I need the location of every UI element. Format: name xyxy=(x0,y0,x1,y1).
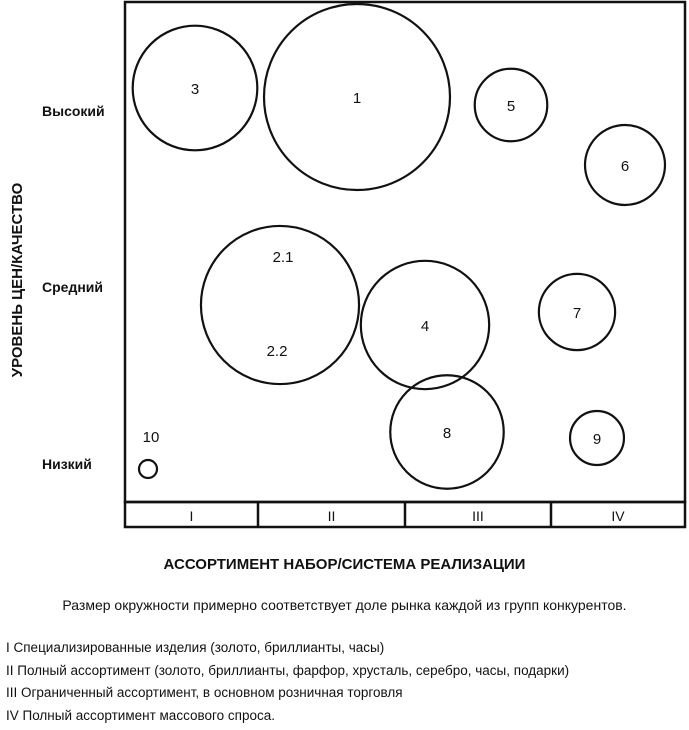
segment-label-ii: II xyxy=(327,508,336,524)
bubble-label: 6 xyxy=(620,158,630,175)
bubble-label: 3 xyxy=(190,81,200,98)
bubble-label: 8 xyxy=(442,425,452,442)
legend-item-ii: II Полный ассортимент (золото, бриллианты, фарфор, хрусталь, серебро, часы, подарки) xyxy=(6,662,570,678)
bubble-10 xyxy=(139,460,157,478)
segment-label-iii: III xyxy=(472,508,484,524)
bubble-label: 9 xyxy=(592,431,602,448)
y-level-low: Низкий xyxy=(42,456,92,472)
size-note: Размер окружности примерно соответствует доле рынка каждой из групп конкурентов. xyxy=(62,597,627,613)
segment-label-iv: IV xyxy=(611,508,625,524)
bubble-label: 7 xyxy=(572,305,582,322)
y-level-high: Высокий xyxy=(42,103,105,119)
segment-legend xyxy=(6,637,569,727)
bubble-label: 2.1 xyxy=(272,249,294,266)
bubble-label: 4 xyxy=(420,318,430,335)
plot-frame xyxy=(125,2,685,502)
legend-item-i: I Специализированные изделия (золото, бриллианты, часы) xyxy=(6,640,385,655)
bubble-label: 1 xyxy=(352,90,362,107)
x-axis-title: АССОРТИМЕНТ НАБОР/СИСТЕМА РЕАЛИЗАЦИИ xyxy=(163,556,526,573)
legend-item-iv: IV Полный ассортимент массового спроса. xyxy=(6,707,275,723)
legend-item-iii: III Ограниченный ассортимент, в основном розничная торговля xyxy=(6,685,403,700)
y-axis-title-box xyxy=(2,0,32,540)
segment-label-i: I xyxy=(189,508,194,524)
y-axis-title: УРОВЕНЬ ЦЕН/КАЧЕСТВО xyxy=(9,182,26,378)
bubble-label: 2.2 xyxy=(266,343,288,360)
y-level-medium: Средний xyxy=(42,279,104,295)
bubble-label: 10 xyxy=(142,429,160,446)
bubble-label: 5 xyxy=(506,98,516,115)
